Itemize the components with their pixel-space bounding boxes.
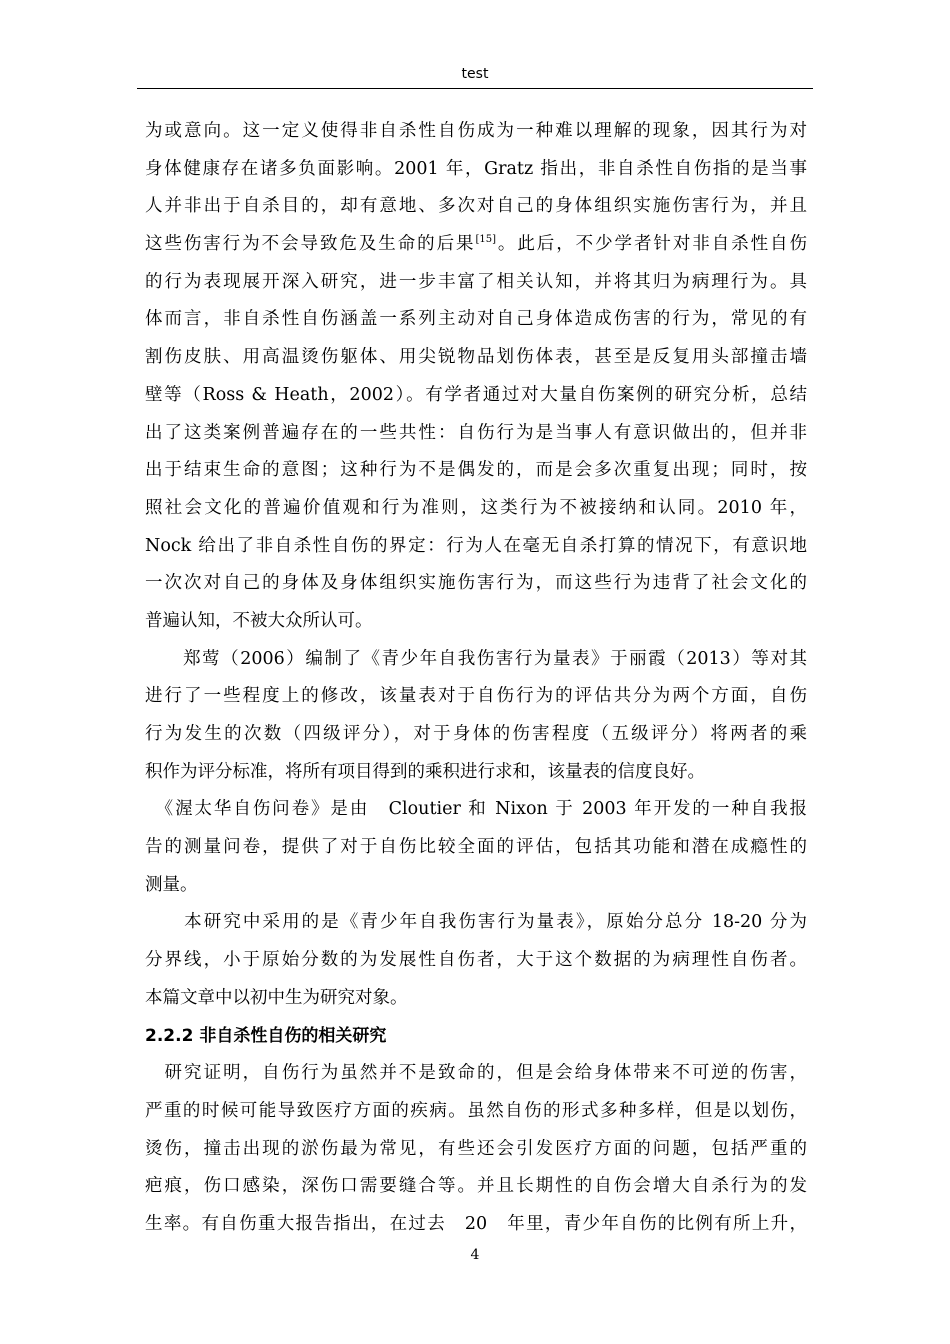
text-run: 行为发生的次数（四级评分），对于身体的伤害程度（五级评分）将两者的乘 — [145, 724, 807, 744]
section-heading: 2.2.2 非自杀性自伤的相关研究 — [145, 1025, 387, 1046]
text-run: 《渥太华自伤问卷》是由 Cloutier 和 Nixon 于 2003 年开发的一种自我报 — [145, 799, 807, 820]
text-run: 研究证明，自伤行为虽然并不是致命的，但是会给身体带来不可逆的伤害， — [145, 1063, 807, 1084]
header-rule — [137, 88, 813, 89]
text-run: 郑莺（2006）编制了《青少年自我伤害行为量表》于丽霞（2013）等对其 — [145, 648, 807, 669]
text-run: 分界线，小于原始分数的为发展性自伤者，大于这个数据的为病理性自伤者。 — [145, 950, 807, 971]
text-run: 本篇文章中以初中生为研究对象。 — [145, 987, 408, 1008]
text-line — [145, 188, 807, 226]
text-run: 进行了一些程度上的修改，该量表对于自伤行为的评估共分为两个方面，自伤 — [145, 686, 807, 707]
paragraph-block — [145, 1055, 807, 1243]
text-run: 这些伤害行为不会导致危及生命的后果 — [145, 234, 476, 255]
text-line — [145, 1093, 807, 1131]
text-run: 的行为表现展开深入研究，进一步丰富了相关认知，并将其归为病理行为。具 — [145, 271, 807, 292]
text-line — [145, 791, 807, 829]
text-line — [145, 1206, 807, 1244]
text-run: 照社会文化的普遍价值观和行为准则，这类行为不被接纳和认同。2010 年， — [145, 497, 807, 518]
text-line — [145, 151, 807, 189]
text-line — [145, 980, 807, 1018]
text-line — [145, 113, 807, 151]
text-run: 积作为评分标准，将所有项目得到的乘积进行求和，该量表的信度良好。 — [145, 761, 705, 782]
text-line — [145, 490, 807, 528]
text-run: 出于结束生命的意图；这种行为不是偶发的，而是会多次重复出现；同时，按 — [145, 460, 807, 481]
text-line — [145, 678, 807, 716]
text-run: 体而言，非自杀性自伤涵盖一系列主动对自己身体造成伤害的行为，常见的有 — [145, 309, 807, 330]
text-line — [145, 565, 807, 603]
text-line — [145, 603, 807, 641]
body-text — [145, 113, 807, 1244]
text-line — [145, 301, 807, 339]
text-run: 壁等（Ross & Heath，2002）。有学者通过对大量自伤案例的研究分析，总结 — [145, 384, 807, 405]
text-run: 人并非出于自杀目的，却有意地、多次对自己的身体组织实施伤害行为，并且 — [145, 196, 807, 217]
text-run: 割伤皮肤、用高温烫伤躯体、用尖锐物品划伤体表，甚至是反复用头部撞击墙 — [145, 347, 807, 368]
paragraph-block — [145, 113, 807, 1018]
text-line — [145, 339, 807, 377]
text-line — [145, 867, 807, 905]
text-line — [145, 1168, 807, 1206]
text-line — [145, 377, 807, 415]
text-run: 一次次对自己的身体及身体组织实施伤害行为，而这些行为违背了社会文化的 — [145, 573, 807, 594]
text-run: 出了这类案例普遍存在的一些共性：自伤行为是当事人有意识做出的，但并非 — [145, 422, 807, 443]
text-line — [145, 904, 807, 942]
text-line — [145, 641, 807, 679]
text-line — [145, 716, 807, 754]
running-header: test — [461, 66, 489, 82]
text-line — [145, 226, 807, 264]
text-line — [145, 528, 807, 566]
text-run: 本研究中采用的是《青少年自我伤害行为量表》，原始分总分 18-20 分为 — [145, 912, 807, 933]
text-run: 测量。 — [145, 874, 198, 895]
text-line — [145, 829, 807, 867]
text-line — [145, 1131, 807, 1169]
text-line — [145, 754, 807, 792]
text-run: 。此后，不少学者针对非自杀性自伤 — [495, 234, 807, 255]
text-line — [145, 1055, 807, 1093]
citation-superscript: [15] — [475, 234, 496, 246]
text-line — [145, 264, 807, 302]
text-run: 疤痕，伤口感染，深伤口需要缝合等。并且长期性的自伤会增大自杀行为的发 — [145, 1176, 807, 1197]
text-run: 严重的时候可能导致医疗方面的疾病。虽然自伤的形式多种多样，但是以划伤， — [145, 1100, 807, 1121]
text-run: 烫伤，撞击出现的淤伤最为常见，有些还会引发医疗方面的问题，包括严重的 — [145, 1138, 807, 1159]
text-run: 为或意向。这一定义使得非自杀性自伤成为一种难以理解的现象，因其行为对 — [145, 121, 807, 141]
text-line — [145, 942, 807, 980]
text-line — [145, 415, 807, 453]
text-run: 告的测量问卷，提供了对于自伤比较全面的评估，包括其功能和潜在成瘾性的 — [145, 837, 807, 858]
text-run: 普遍认知，不被大众所认可。 — [145, 610, 373, 631]
page-number: 4 — [470, 1247, 480, 1263]
text-run: Nock 给出了非自杀性自伤的界定：行为人在毫无自杀打算的情况下，有意识地 — [145, 535, 807, 556]
text-line — [145, 452, 807, 490]
text-run: 生率。有自伤重大报告指出，在过去 20 年里，青少年自伤的比例有所上升， — [145, 1213, 807, 1234]
text-run: 身体健康存在诸多负面影响。2001 年，Gratz 指出，非自杀性自伤指的是当事 — [145, 158, 807, 179]
